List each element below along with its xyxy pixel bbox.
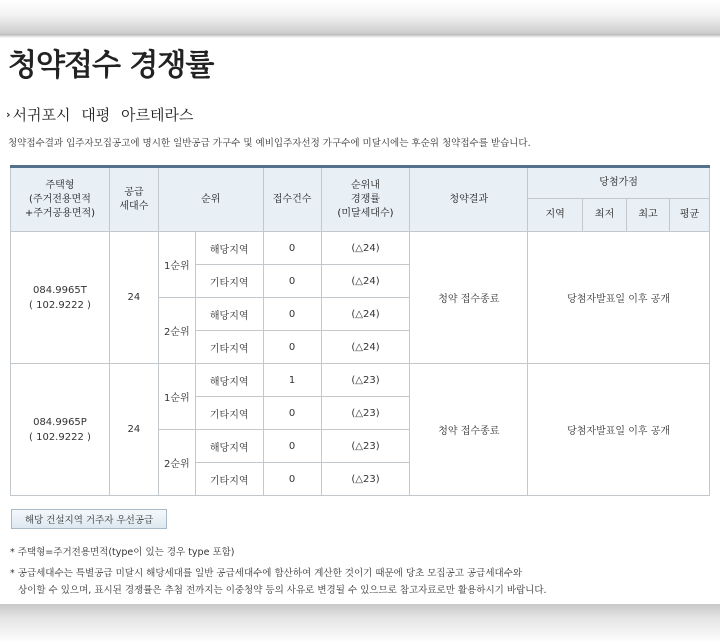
housing-type-cell <box>11 364 110 496</box>
region: 기타지역 <box>195 265 263 298</box>
region: 해당지역 <box>195 298 263 331</box>
header-applications: 접수건수 <box>263 167 321 232</box>
housing-area: ( 102.9222 ) <box>29 431 91 443</box>
region: 해당지역 <box>195 430 263 463</box>
note-item <box>10 565 547 582</box>
table-row <box>11 232 710 265</box>
application-count: 1 <box>263 364 321 397</box>
result: 청약 접수종료 <box>410 232 528 364</box>
rank: 1순위 <box>158 232 195 298</box>
rank: 1순위 <box>158 364 195 430</box>
header-winning-price: 당첨가점 <box>528 167 710 199</box>
note-bullet: * <box>10 568 15 579</box>
competition-ratio: (△23) <box>321 430 410 463</box>
header-result: 청약결과 <box>410 167 528 232</box>
region: 해당지역 <box>195 364 263 397</box>
supply-units: 24 <box>109 232 158 364</box>
competition-ratio: (△24) <box>321 298 410 331</box>
winning-price-note: 당첨자발표일 이후 공개 <box>528 232 710 364</box>
region: 해당지역 <box>195 232 263 265</box>
housing-type-cell <box>11 232 110 364</box>
header-rank: 순위 <box>158 167 263 232</box>
complex-name: 서귀포시 대평 아르테라스 <box>12 106 194 124</box>
application-count: 0 <box>263 463 321 496</box>
header-min: 최저 <box>583 199 627 232</box>
priority-supply-button[interactable]: 해당 건설지역 거주자 우선공급 <box>11 509 167 529</box>
application-count: 0 <box>263 331 321 364</box>
complex-name-heading <box>6 104 193 125</box>
table-row <box>11 364 710 397</box>
region: 기타지역 <box>195 397 263 430</box>
note-text: 주택형=주거전용면적(type이 있는 경우 type 포함) <box>17 547 235 558</box>
header-competition: 순위내 경쟁률 (미달세대수) <box>321 167 410 232</box>
header-supply-units: 공급 세대수 <box>109 167 158 232</box>
competition-ratio: (△24) <box>321 265 410 298</box>
header-avg: 평균 <box>669 199 709 232</box>
top-shadow-border <box>0 0 720 38</box>
housing-type: 084.9965T <box>33 284 87 296</box>
competition-ratio: (△24) <box>321 232 410 265</box>
competition-table <box>10 165 710 496</box>
application-count: 0 <box>263 298 321 331</box>
result: 청약 접수종료 <box>410 364 528 496</box>
region: 기타지역 <box>195 463 263 496</box>
note-bullet: * <box>10 547 15 558</box>
note-text: 상이할 수 있으며, 표시된 경쟁률은 추첨 전까지는 이중청약 등의 사유로 변경될 수 있으므로 참고자료로만 활용하시기 바랍니다. <box>18 585 547 596</box>
housing-type: 084.9965P <box>33 416 87 428</box>
notes <box>10 544 547 599</box>
header-region: 지역 <box>528 199 583 232</box>
supply-units: 24 <box>109 364 158 496</box>
rank: 2순위 <box>158 298 195 364</box>
page-title: 청약접수 경쟁률 <box>8 48 214 83</box>
competition-ratio: (△24) <box>321 331 410 364</box>
note-text: 공급세대수는 특별공급 미달시 해당세대를 일반 공급세대수에 합산하여 계산한 것이기 때문에 당초 모집공고 공급세대수와 <box>17 568 523 579</box>
application-count: 0 <box>263 232 321 265</box>
chevron-right-icon: › <box>6 108 11 121</box>
header-housing-type: 주택형 (주거전용면적 +주거공용면적) <box>11 167 110 232</box>
application-count: 0 <box>263 265 321 298</box>
region: 기타지역 <box>195 331 263 364</box>
competition-ratio: (△23) <box>321 463 410 496</box>
housing-area: ( 102.9222 ) <box>29 299 91 311</box>
competition-ratio: (△23) <box>321 364 410 397</box>
competition-ratio: (△23) <box>321 397 410 430</box>
notice-text: 청약접수결과 입주자모집공고에 명시한 일반공급 가구수 및 예비입주자선정 가구수에 미달시에는 후순위 청약접수를 받습니다. <box>8 138 531 149</box>
application-count: 0 <box>263 430 321 463</box>
note-item <box>10 544 547 561</box>
bottom-shadow-border <box>0 604 720 643</box>
winning-price-note: 당첨자발표일 이후 공개 <box>528 364 710 496</box>
rank: 2순위 <box>158 430 195 496</box>
application-count: 0 <box>263 397 321 430</box>
header-max: 최고 <box>627 199 670 232</box>
